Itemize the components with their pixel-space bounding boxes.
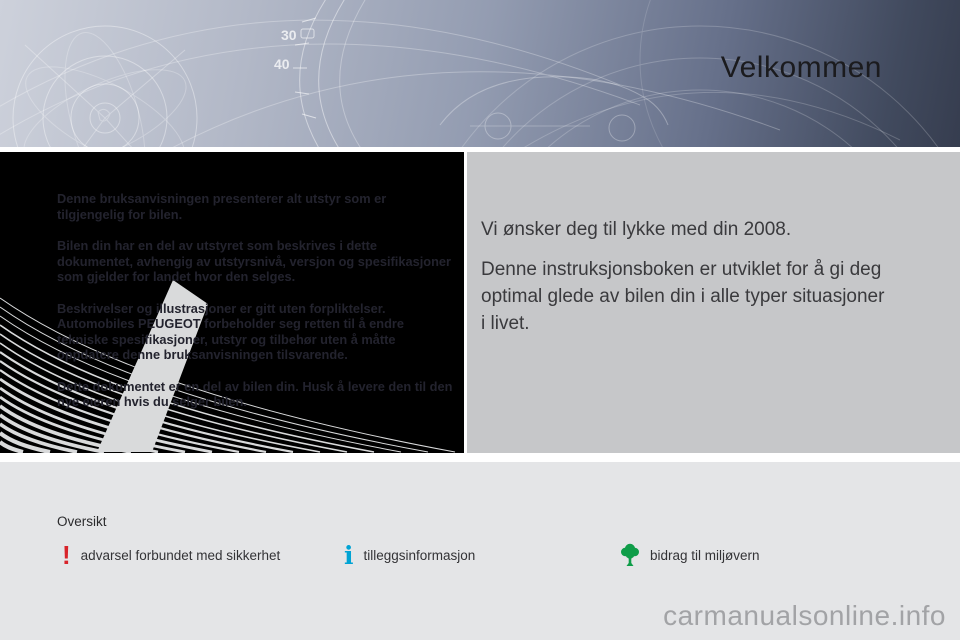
gauge-label-30: 30 — [281, 27, 297, 43]
legend-item-additional-info — [344, 540, 475, 570]
legend-item-environment — [620, 540, 760, 570]
welcome-paragraph: Vi ønsker deg til lykke med din 2008. — [481, 219, 792, 240]
intro-text-block — [0, 152, 455, 410]
welcome-text-block — [467, 152, 960, 337]
welcome-paragraph: Denne instruksjonsboken er utviklet for å gi deg optimal glede av bilen din i alle typer situasjoner i livet. — [481, 259, 885, 334]
watermark: carmanualsonline.info — [663, 600, 946, 631]
overview-heading: Oversikt — [57, 514, 107, 529]
tree-icon — [620, 542, 640, 568]
gauge-label-40: 40 — [274, 56, 290, 72]
intro-paragraph: Bilen din har en del av utstyret som beskrives i dette dokumentet, avhengig av utstyrsnivå, versjon og spesifikasjoner som gjelder for landet hvor den selges. — [57, 238, 451, 284]
info-icon: i — [344, 540, 354, 570]
welcome-panel — [467, 152, 960, 453]
intro-panel — [0, 152, 464, 453]
intro-paragraph: Dette dokumentet er en del av bilen din. Husk å levere den til den nye eieren hvis du selger bilen. — [57, 378, 453, 409]
intro-paragraph: Beskrivelser og illustrasjoner er gitt uten forpliktelser. Automobiles PEUGEOT forbeholder seg retten til å endre tekniske spesifikasjoner, utstyr og tilbehør uten å måtte oppdatere denne bruksanvisningen tilsvarende. — [57, 300, 404, 362]
legend-item-safety — [62, 540, 280, 570]
legend-label-additional-info: tilleggsinformasjon — [363, 547, 476, 563]
hero-banner — [0, 0, 960, 147]
overview-section — [0, 462, 960, 640]
legend-label-environment: bidrag til miljøvern — [650, 547, 760, 563]
legend-label-safety: advarsel forbundet med sikkerhet — [80, 547, 281, 563]
warning-exclamation-icon: ! — [62, 540, 71, 570]
page-title: Velkommen — [720, 51, 882, 84]
intro-paragraph: Denne bruksanvisningen presenterer alt utstyr som er tilgjengelig for bilen. — [57, 191, 387, 222]
